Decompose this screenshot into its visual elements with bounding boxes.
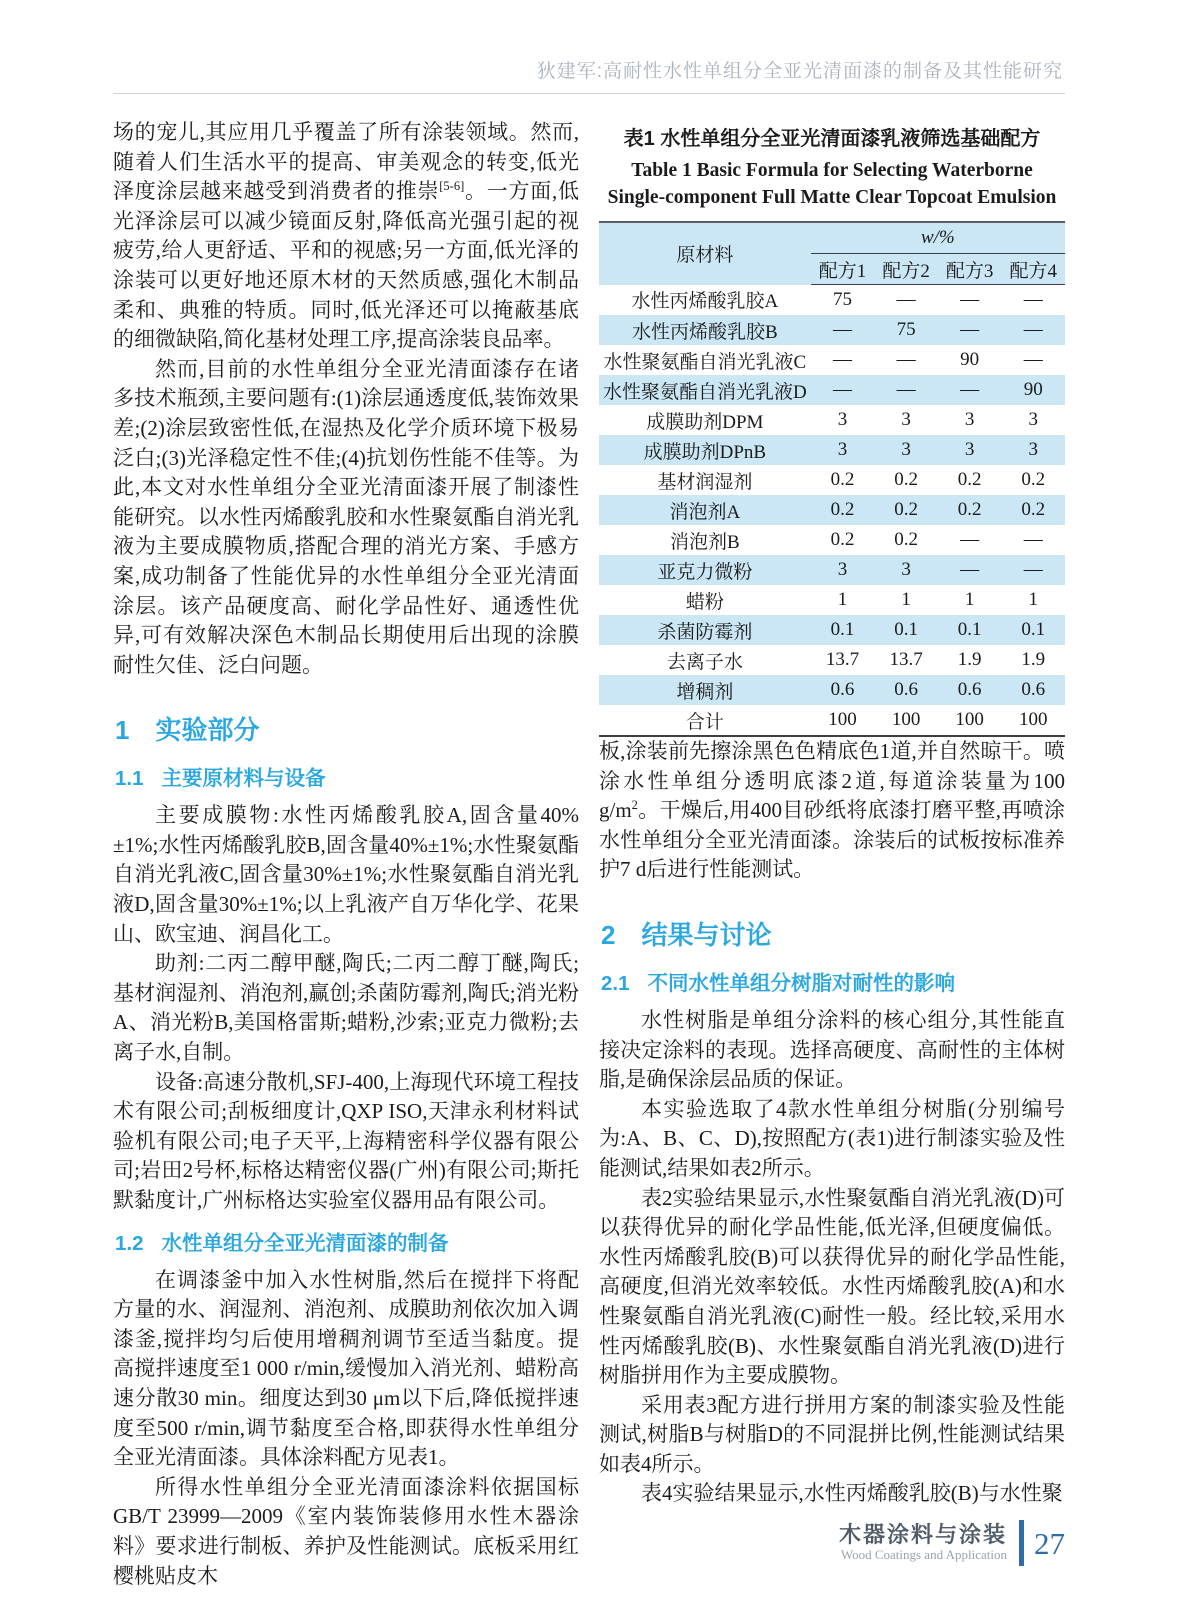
value-cell: 0.1 [1021,619,1046,640]
w-percent-header: w/% [811,222,1065,254]
table-row [599,675,1065,705]
value-cell: 3 [837,439,848,460]
table-row [599,465,1065,495]
table1-caption-en-line2: Single-component Full Matte Clear Topcoat Emulsion [607,187,1057,208]
value-cell: — [896,379,916,400]
table-row [599,705,1065,736]
material-cell: 水性丙烯酸乳胶B [632,321,778,343]
superscript: 2 [631,798,638,813]
paragraph: 然而,目前的水性单组分全亚光清面漆存在诸多技术瓶颈,主要问题有:(1)涂层通透度低,装饰效果差;(2)涂层致密性低,在湿热及化学介质环境下极易泛白;(3)光泽稳定性不佳;(4)抗划伤性能不佳等。为此,本文对水性单组分全亚光清面漆开展了制漆性能研究。以水性丙烯酸乳胶和水性聚氨酯自消光乳液为主要成膜物质,搭配合理的消光方案、手感方案,成功制备了性能优异的水性单组分全亚光清面涂层。该产品硬度高、耐化学品性好、通透性优异,可有效解决深色木制品长期使用后出现的涂膜耐性欠佳、泛白问题。 [113,356,579,677]
paragraph: 主要成膜物:水性丙烯酸乳胶A,固含量40%±1%;水性丙烯酸乳胶B,固含量40%±1%;水性聚氨酯自消光乳液C,固含量30%±1%;水性聚氨酯自消光乳液D,固含量30%±1%;以上乳液产自万华化学、花果山、欧宝迪、润昌化工。 [113,803,579,946]
paragraph: 本实验选取了4款水性单组分树脂(分别编号为:A、B、C、D),按照配方(表1)进行制漆实验及性能测试,结果如表2所示。 [599,1096,1065,1180]
value-cell: — [896,289,916,310]
material-cell: 水性聚氨酯自消光乳液D [603,381,807,403]
table-row [599,525,1065,555]
material-cell: 消泡剂A [669,501,741,523]
value-cell: 13.7 [889,649,923,670]
material-cell: 成膜助剂DPM [646,411,764,433]
value-cell: — [960,319,980,340]
table1-caption-en [599,157,1065,211]
section-number: 2 [601,919,616,950]
value-cell: — [960,529,980,550]
table-row [599,375,1065,405]
table-row [599,645,1065,675]
table-row [599,585,1065,615]
running-head: 狄建军:高耐性水性单组分全亚光清面漆的制备及其性能研究 [536,61,1063,82]
section-title: 实验部分 [155,715,260,746]
material-cell: 杀菌防霉剂 [657,621,753,643]
value-cell: 0.2 [894,529,918,550]
material-cell: 蜡粉 [685,591,724,613]
journal-title-en: Wood Coatings and Application [840,1547,1007,1562]
value-cell: 1 [837,589,848,610]
running-head-rule [113,93,1065,94]
material-cell: 成膜助剂DPnB [643,441,767,463]
table-row [599,435,1065,465]
value-cell: — [833,349,853,370]
page-number: 27 [1034,1525,1065,1561]
formula2-header: 配方2 [874,254,938,285]
value-cell: 1 [1028,589,1038,610]
value-cell: 0.2 [894,499,918,520]
value-cell: 1 [901,589,911,610]
section-heading-1 [115,710,579,747]
value-cell: 3 [901,559,911,580]
value-cell: — [960,379,980,400]
value-cell: 75 [833,289,853,310]
table-body [599,285,1065,737]
subsection-heading-1-1 [115,761,579,791]
value-cell: 0.6 [830,679,855,700]
paragraph [599,737,1065,885]
formula1-header: 配方1 [811,254,875,285]
subsection-title: 不同水性单组分树脂对耐性的影响 [647,971,955,995]
material-cell: 基材润湿剂 [657,471,753,493]
page-content [113,56,1065,1591]
page-footer [839,1520,1065,1566]
footer-divider-bar [1019,1520,1024,1566]
material-cell: 合计 [685,711,724,733]
value-cell: 0.2 [1021,499,1046,520]
value-cell: 1 [964,589,975,610]
value-cell: 90 [1023,379,1043,400]
value-cell: 100 [891,709,921,730]
value-cell: 3 [901,439,911,460]
material-cell: 增稠剂 [676,681,734,703]
value-cell: 3 [837,559,848,580]
table-row [599,555,1065,585]
value-cell: 0.2 [957,499,982,520]
left-column [113,118,579,1591]
value-cell: 0.6 [894,679,918,700]
formula3-header: 配方3 [938,254,1002,285]
paragraph: 助剂:二丙二醇甲醚,陶氏;二丙二醇丁醚,陶氏;基材润湿剂、消泡剂,赢创;杀菌防霉剂,陶氏;消光粉A、消光粉B,美国格雷斯;蜡粉,沙索;亚克力微粉;去离子水,自制。 [113,951,579,1065]
value-cell: 0.2 [894,469,918,490]
value-cell: 1.9 [1021,649,1046,670]
subsection-number: 1.1 [115,767,144,791]
citation-ref: [5-6] [439,179,465,194]
subsection-heading-1-2 [115,1226,579,1256]
table-row [599,495,1065,525]
material-cell: 去离子水 [666,651,743,673]
value-cell: 0.1 [830,619,855,640]
value-cell: 100 [828,709,857,730]
table-row [599,285,1065,316]
value-cell: 0.2 [957,469,982,490]
value-cell: — [1023,529,1043,550]
material-column-header: 原材料 [676,245,734,267]
value-cell: 0.2 [830,499,855,520]
table1-caption-zh: 表1 水性单组分全亚光清面漆乳液筛选基础配方 [623,128,1041,150]
paragraph: 在调漆釜中加入水性树脂,然后在搅拌下将配方量的水、润湿剂、消泡剂、成膜助剂依次加入调漆釜,搅拌均匀后使用增稠剂调节至适当黏度。提高搅拌速度至1 000 r/min,缓慢加入消光剂、蜡粉高速分散30 min。细度达到30 μm以下后,降低搅拌速度至500 r/min,调节黏度至合格,即获得水性单组分全亚光清面漆。具体涂料配方见表1。 [113,1267,579,1470]
section-number: 1 [115,715,130,746]
value-cell: 100 [1018,709,1048,730]
table-row [599,615,1065,645]
value-cell: 3 [1028,409,1038,430]
value-cell: — [1023,349,1043,370]
material-cell: 消泡剂B [670,531,740,553]
value-cell: 3 [964,439,975,460]
section-heading-2 [601,915,1065,952]
value-cell: 0.2 [830,529,855,550]
value-cell: 3 [837,409,848,430]
value-cell: — [1023,559,1043,580]
value-cell: — [960,559,980,580]
value-cell: 0.2 [1021,469,1046,490]
value-cell: 3 [1028,439,1038,460]
value-cell: 0.6 [1021,679,1046,700]
value-cell: 1.9 [957,649,982,670]
value-cell: 0.6 [957,679,982,700]
value-cell: 13.7 [825,649,860,670]
subsection-title: 水性单组分全亚光清面漆的制备 [161,1231,449,1255]
value-cell: — [1023,319,1043,340]
table-header-row-1 [599,222,1065,254]
journal-title-zh: 木器涂料与涂装 [838,1522,1007,1547]
value-cell: — [1023,289,1043,310]
paragraph: 表4实验结果显示,水性丙烯酸乳胶(B)与水性聚 [641,1481,1063,1506]
material-cell: 亚克力微粉 [657,561,753,583]
table-row [599,345,1065,375]
paragraph [113,118,579,355]
value-cell: 0.2 [830,469,855,490]
table1-caption-en-line1: Table 1 Basic Formula for Selecting Waterborne [631,160,1033,181]
value-cell: 0.1 [894,619,918,640]
paragraph-text: 场的宠儿,其应用几乎覆盖了所有涂装领域。然而,随着人们生活水平的提高、审美观念的转变,低光泽度涂层越来越受到消费者的推崇 [113,120,579,204]
table-header [599,222,1065,285]
value-cell: 75 [896,319,916,340]
value-cell: 3 [901,409,911,430]
value-cell: — [833,379,853,400]
paragraph-text: 。干燥后,用400目砂纸将底漆打磨平整,再喷涂水性单组分全亚光清面漆。涂装后的试板按标准养护7 d后进行性能测试。 [599,798,1065,882]
formula4-header: 配方4 [1001,254,1065,285]
paragraph: 设备:高速分散机,SFJ-400,上海现代环境工程技术有限公司;刮板细度计,QXP ISO,天津永利材料试验机有限公司;电子天平,上海精密科学仪器有限公司;岩田2号杯,标格达精密仪器(广州)有限公司;斯托默黏度计,广州标格达实验室仪器用品有限公司。 [113,1069,579,1212]
paragraph: 水性树脂是单组分涂料的核心组分,其性能直接决定涂料的表现。选择高硬度、高耐性的主体树脂,是确保涂层品质的保证。 [599,1007,1065,1092]
two-column-layout [113,118,1065,1591]
subsection-number: 1.2 [115,1231,144,1255]
right-column [599,118,1065,1591]
value-cell: — [833,319,853,340]
section-title: 结果与讨论 [641,919,772,950]
value-cell: 0.1 [957,619,982,640]
table-row [599,315,1065,345]
subsection-title: 主要原材料与设备 [161,767,326,791]
paragraph-text: 。一方面,低光泽涂层可以减少镜面反射,降低高光强引起的视疲劳,给人更舒适、平和的视感;另一方面,低光泽的涂装可以更好地还原木材的天然质感,强化木制品柔和、典雅的特质。同时,低光泽还可以掩蔽基底的细微缺陷,简化基材处理工序,提高涂装良品率。 [113,179,579,352]
journal-titles [839,1523,1007,1563]
value-cell: — [896,349,916,370]
value-cell: — [960,289,980,310]
table-row [599,405,1065,435]
paragraph: 表2实验结果显示,水性聚氨酯自消光乳液(D)可以获得优异的耐化学品性能,低光泽,但硬度偏低。水性丙烯酸乳胶(B)可以获得优异的耐化学品性能,高硬度,但消光效率较低。水性丙烯酸乳胶(A)和水性聚氨酯自消光乳液(C)耐性一般。经比较,采用水性丙烯酸乳胶(B)、水性聚氨酯自消光乳液(D)进行树脂拼用作为主要成膜物。 [599,1185,1065,1388]
subsection-number: 2.1 [601,971,630,995]
material-cell: 水性聚氨酯自消光乳液C [603,351,807,373]
subsection-heading-2-1 [601,966,1065,996]
paragraph-text: 板,涂装前先擦涂黑色色精底色1道,并自然晾干。喷涂水性单组分透明底漆2道,每道涂装量为100 g/m [599,739,1065,823]
paragraph: 所得水性单组分全亚光清面漆涂料依据国标GB/T 23999—2009《室内装饰装修用水性木器涂料》要求进行制板、养护及性能测试。底板采用红樱桃贴皮木 [113,1474,579,1588]
value-cell: 100 [955,709,984,730]
material-cell: 水性丙烯酸乳胶A [631,291,779,313]
paragraph: 采用表3配方进行拼用方案的制漆实验及性能测试,树脂B与树脂D的不同混拼比例,性能测试结果如表4所示。 [599,1392,1065,1476]
value-cell: 90 [960,349,980,370]
value-cell: 3 [964,409,975,430]
formula-table [599,221,1065,737]
